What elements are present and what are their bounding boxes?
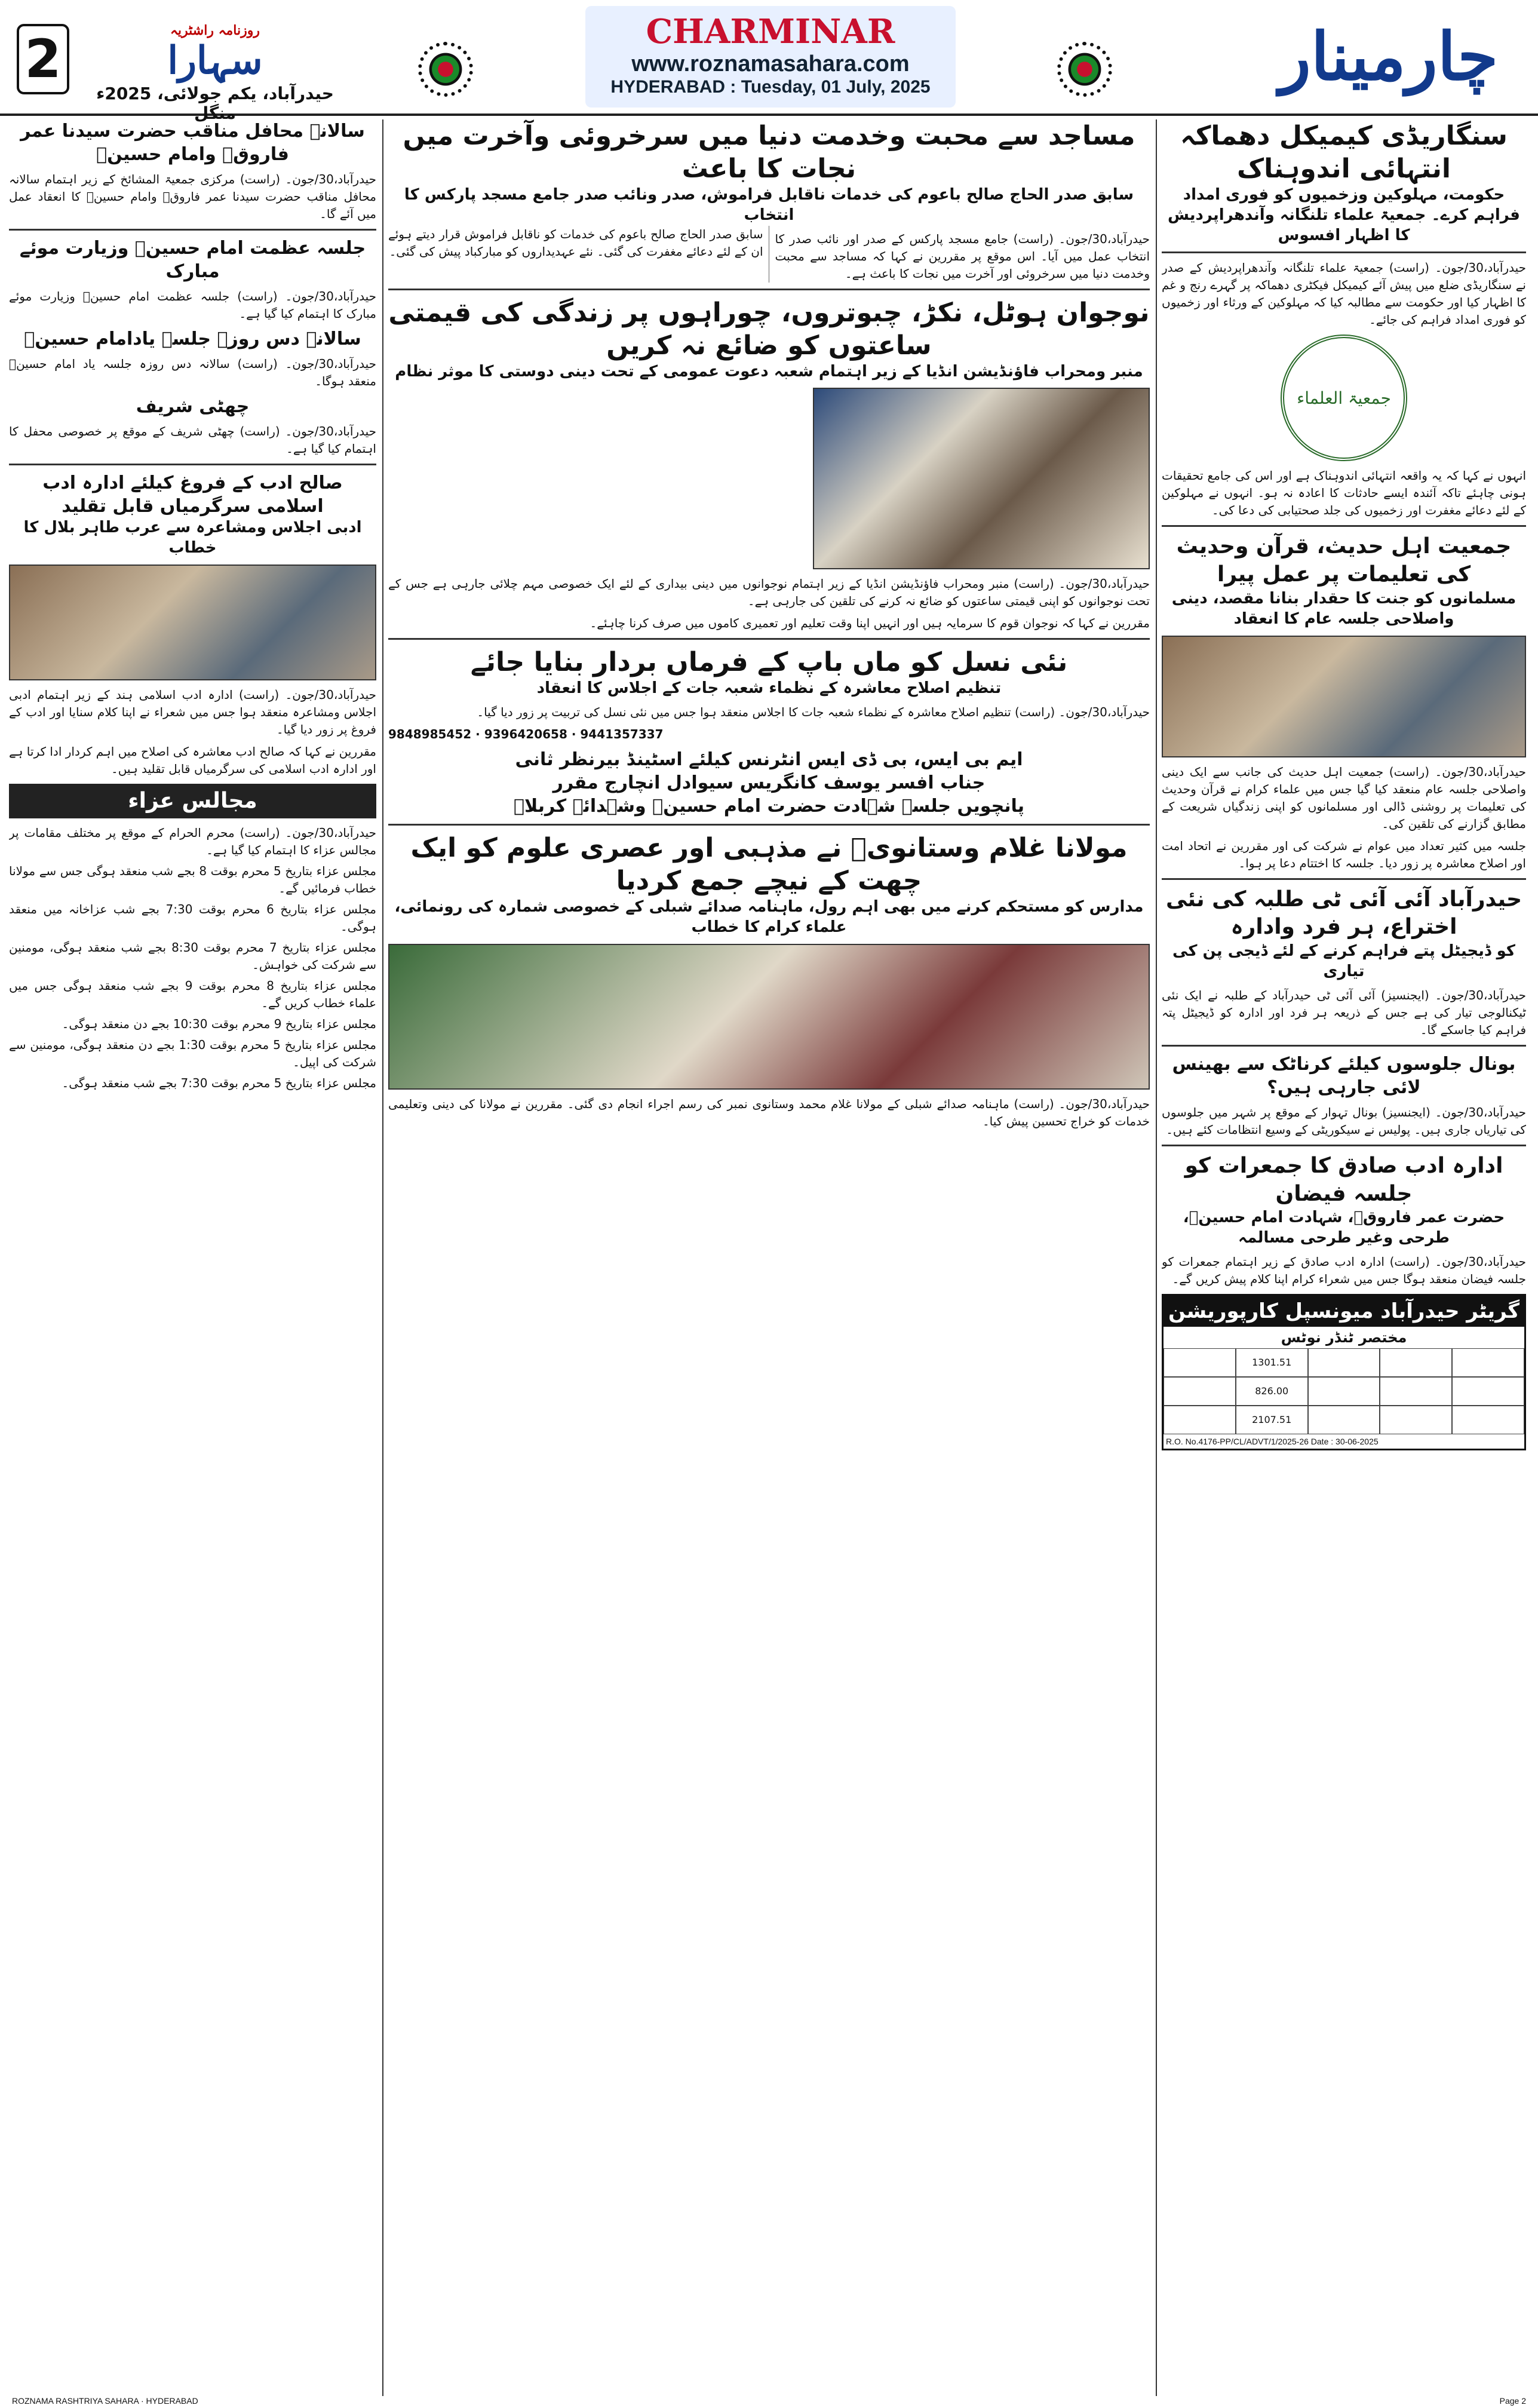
- ad-cell: 2107.51: [1236, 1406, 1308, 1434]
- footer-left: ROZNAMA RASHTRIYA SAHARA · HYDERABAD: [12, 2396, 198, 2406]
- subhead-youth: منبر ومحراب فاؤنڈیشن انڈیا کے زیر اہتمام شعبہ دعوت عمومی کے تحت دینی دوستی کا موثر نظام: [395, 362, 1143, 381]
- article-text: حیدرآباد،30/جون۔ (راست) مرکزی جمعیۃ المشائخ کے زیر اہتمام سالانہ محافل مناقب حضرت سیدنا عمر فاروقؓ وامام حسینؓ کا انعقاد عمل میں آئے گا۔: [9, 172, 376, 221]
- divider: [1162, 1045, 1526, 1047]
- list-item: مجلس عزاء بتاریخ 5 محرم بوقت 7:30 بجے شب منعقد ہوگی۔: [62, 1076, 376, 1091]
- divider: [1162, 525, 1526, 527]
- article-text: مقررین نے کہا کہ صالح ادب معاشرہ کی اصلاح میں اہم کردار ادا کرتا ہے اور ادارہ ادب اسلامی کی سرگرمیاں قابل تقلید ہیں۔: [9, 744, 376, 776]
- subhead-iit: کو ڈیجیٹل پتے فراہم کرنے کے لئے ڈیجی پن کی تیاری: [1172, 942, 1515, 980]
- list-item: مجلس عزاء بتاریخ 5 محرم بوقت 1:30 بجے دن منعقد ہوگی، مومنین سے شرکت کی اپیل۔: [9, 1038, 376, 1070]
- headline-youth: نوجوان ہوٹل، نکڑ، چبوتروں، چوراہوں پر زندگی کی قیمتی ساعتوں کو ضائع نہ کریں: [388, 297, 1150, 361]
- subhead-vastanvi: مدارس کو مستحکم کرنے میں بھی اہم رول، ماہنامہ صدائے شبلی کے خصوصی شمارہ کی رونمائی، علماء کرام کا خطاب: [394, 898, 1144, 936]
- headline-chemical-blast: سنگاریڈی کیمیکل دھماکہ انتہائی اندوہناک: [1180, 121, 1508, 184]
- majalis-title: مجالس عزاء: [128, 788, 257, 813]
- ad-ro-number: R.O. No.4176-PP/CL/ADVT/1/2025-26 Date : 30-06-2025: [1166, 1436, 1379, 1446]
- divider: [388, 638, 1150, 640]
- seal-text: جمعیۃ العلماء: [1297, 388, 1391, 408]
- article-text: حیدرآباد،30/جون۔ (راست) جلسہ عظمت امام حسینؓ وزیارت موئے مبارک کا اہتمام کیا گیا ہے۔: [9, 289, 376, 321]
- divider: [1162, 1145, 1526, 1146]
- article-text: حیدرآباد،30/جون۔ (راست) منبر ومحراب فاؤنڈیشن انڈیا کے زیر اہتمام نوجوانوں میں دینی بیداری کے لئے ایک خصوصی مہم چلائی جارہی ہے جس کے تحت نوجوانوں کو اپنی قیمتی ساعتوں کو ضائع نہ کرنے کی تلقین کی جارہی ہے۔: [388, 576, 1150, 609]
- ad-table: [1164, 1348, 1524, 1434]
- article-text: حیدرآباد،30/جون۔ (راست) جامع مسجد پارکس کے صدر اور نائب صدر کا انتخاب عمل میں آیا۔ اس موقع پر مقررین نے کہا کہ مساجد سے محبت وخدمت دنیا میں سرخروئی اور آخرت میں نجات کا باعث ہے۔: [775, 231, 1150, 281]
- article-text: حیدرآباد،30/جون۔ (راست) چھٹی شریف کے موقع پر خصوصی محفل کا اہتمام کیا گیا ہے۔: [9, 424, 376, 456]
- ad-cell: [1164, 1348, 1236, 1377]
- divider: [388, 289, 1150, 290]
- article-text: حیدرآباد،30/جون۔ (راست) ادارہ ادب اسلامی ہند کے زیر اہتمام ادبی اجلاس ومشاعرہ منعقد ہوا جس میں شعراء نے اپنا کلام سنایا اور ادب کے فروغ پر زور دیا گیا۔: [9, 687, 376, 737]
- subhead-new-generation: تنظیم اصلاح معاشرہ کے نظماء شعبہ جات کے اجلاس کا انعقاد: [536, 679, 1002, 698]
- article-text: حیدرآباد،30/جون۔ (راست) ماہنامہ صدائے شبلی کے مولانا غلام محمد وستانوی نمبر کی رسم اجراء انجام دی گئی۔ مقررین نے مولانا کی دینی وتعلیمی خدمات کو خراج تحسین پیش کیا۔: [388, 1096, 1150, 1128]
- article-text: حیدرآباد،30/جون۔ (راست) ادارہ ادب صادق کے زیر اہتمام جمعرات کو جلسہ فیضان منعقد ہوگا جس میں شعراء کرام اپنا کلام پیش کریں گے۔: [1162, 1254, 1526, 1286]
- headline-iit: حیدرآباد آئی آئی ٹی طلبہ کی نئی اختراع، ہر فرد وادارہ: [1165, 886, 1522, 940]
- release-photo: [388, 944, 1150, 1090]
- headline-azmat: جلسہ عظمت امام حسینؓ وزیارت موئے مبارک: [19, 238, 366, 282]
- ad-subtitle: مختصر ٹنڈر نوٹس: [1281, 1329, 1407, 1346]
- list-item: مجلس عزاء بتاریخ 6 محرم بوقت 7:30 بجے شب عزاخانہ میں منعقد ہوگی۔: [9, 902, 376, 934]
- ad-cell: [1164, 1377, 1236, 1406]
- footer: [0, 2396, 1538, 2408]
- middle-columns: [388, 119, 1150, 2396]
- article-text: جلسہ میں کثیر تعداد میں عوام نے شرکت کی اور مقررین نے اتحاد امت اور اصلاح معاشرہ پر زور دیا۔ جلسہ کا اختتام دعا پر ہوا۔: [1162, 838, 1526, 870]
- ad-cell: [1164, 1406, 1236, 1434]
- headline-adab-sadiq: ادارہ ادب صادق کا جمعرات کو جلسہ فیضان: [1184, 1153, 1503, 1206]
- brand-logo-small: [90, 23, 340, 83]
- ad-cell: [1452, 1348, 1524, 1377]
- majalis-list: [9, 824, 376, 1092]
- ad-cell: [1452, 1377, 1524, 1406]
- ad-title: گریٹر حیدرآباد میونسپل کارپوریشن: [1164, 1296, 1524, 1327]
- divider: [1162, 251, 1526, 253]
- edition-date: HYDERABAD : Tuesday, 01 July, 2025: [610, 77, 931, 97]
- event-photo: [1162, 636, 1526, 757]
- headline-manaqib: سالانہ محافل مناقب حضرت سیدنا عمر فاروقؓ وامام حسینؓ: [20, 121, 365, 165]
- charminar-logo: چارمینار: [1279, 18, 1499, 95]
- headline-shahadat: پانچویں جلسہ شہادت حضرت امام حسینؓ وشہدائے کربلاؓ: [514, 796, 1024, 817]
- headline-das-roza: سالانہ دس روزہ جلسہ یادامام حسینؓ: [24, 329, 361, 349]
- phone-number: 9848985452 · 9396420658 · 9441357337: [388, 727, 664, 742]
- phone-2: 9396420658: [484, 727, 567, 742]
- emblem-icon: [418, 42, 473, 97]
- right-column: [1162, 119, 1526, 2396]
- divider: [9, 464, 376, 465]
- headline-masjid: مساجد سے محبت وخدمت دنیا میں سرخروئی وآخرت میں نجات کا باعث: [403, 121, 1135, 184]
- mushaira-photo: [9, 565, 376, 680]
- ad-cell: [1308, 1406, 1380, 1434]
- headline-ahl-hadith: جمعیت اہل حدیث، قرآن وحدیث کی تعلیمات پر عمل پیرا: [1176, 534, 1512, 587]
- subhead-ahl-hadith: مسلمانوں کو جنت کا حقدار بنانا مقصد، دینی واصلاحی جلسہ عام کا انعقاد: [1171, 589, 1516, 628]
- majalis-band: [9, 784, 376, 819]
- list-item: مجلس عزاء بتاریخ 9 محرم بوقت 10:30 بجے دن منعقد ہوگی۔: [62, 1017, 376, 1032]
- article-body: [388, 226, 1150, 283]
- headline-mbbs: ایم بی ایس، بی ڈی ایس انٹرنس کیلئے اسٹینڈ بیرنظر ثانی: [515, 749, 1023, 771]
- emblem-icon: [1057, 42, 1112, 97]
- list-item: مجلس عزاء بتاریخ 8 محرم بوقت 9 بجے شب منعقد ہوگی جس میں علماء خطاب کریں گے۔: [9, 978, 376, 1011]
- subhead-chemical-blast: حکومت، مہلوکین وزخمیوں کو فوری امداد فراہم کرے۔ جمعیۃ علماء تلنگانہ وآندھراپردیش کا اظہار افسوس: [1168, 186, 1520, 244]
- website-url[interactable]: www.roznamasahara.com: [631, 51, 910, 76]
- article-text: حیدرآباد،30/جون۔ (راست) تنظیم اصلاح معاشرہ کے نظماء شعبہ جات کا اجلاس منعقد ہوا جس میں نئی نسل کی تربیت پر زور دیا گیا۔: [477, 705, 1150, 720]
- list-item: حیدرآباد،30/جون۔ (راست) محرم الحرام کے موقع پر مختلف مقامات پر مجالس عزاء کا اہتمام کیا گیا ہے۔: [9, 826, 376, 858]
- article-text: حیدرآباد،30/جون۔ (راست) جمعیت اہل حدیث کی جانب سے ایک دینی واصلاحی جلسہ عام منعقد کیا گیا جس میں علماء کرام نے قرآن وحدیث کی تعلیمات پر روشنی ڈالی اور مسلمانوں کو اپنی زندگیاں شریعت کے مطابق گزارنے کی تلقین کی۔: [1162, 764, 1526, 831]
- list-item: مجلس عزاء بتاریخ 5 محرم بوقت 8 بجے شب منعقد ہوگی جس سے مولانا خطاب فرمائیں گے۔: [9, 864, 376, 896]
- ad-cell: [1380, 1348, 1452, 1377]
- phone-1: 9848985452: [388, 727, 472, 742]
- brand-name: سہارا: [167, 38, 263, 83]
- article-text: سابق صدر الحاج صالح باعوم کی خدمات کو ناقابل فراموش قرار دیتے ہوئے ان کے لئے دعائے مغفرت کی گئی۔ نئے عہدیداروں کو مبارکباد پیش کی گئی۔: [388, 226, 763, 259]
- youth-photo: [813, 388, 1150, 569]
- headline-new-generation: نئی نسل کو ماں باپ کے فرماں بردار بنایا جائے: [470, 647, 1068, 678]
- list-item: مجلس عزاء بتاریخ 7 محرم بوقت 8:30 بجے شب منعقد ہوگی، مومنین سے شرکت کی خواہش۔: [9, 940, 376, 973]
- footer-right: Page 2: [1499, 2396, 1526, 2406]
- masthead: [0, 0, 1538, 123]
- ad-cell: [1380, 1406, 1452, 1434]
- ad-cell: [1308, 1377, 1380, 1406]
- subhead-adab-sadiq: حضرت عمر فاروقؓ، شہادت امام حسینؓ، طرحی وغیر طرحی مسالمہ: [1183, 1208, 1505, 1247]
- article-text: مقررین نے کہا کہ نوجوان قوم کا سرمایہ ہیں اور انہیں اپنا وقت تعلیم اور تعمیری کاموں میں صرف کرنا چاہئے۔: [590, 616, 1150, 631]
- headline-afsar-yousuf: جناب افسر یوسف کانگریس سیوادل انچارج مقرر: [552, 772, 986, 794]
- phone-3: 9441357337: [580, 727, 664, 742]
- ad-cell: [1380, 1377, 1452, 1406]
- jamiat-seal-icon: [1281, 335, 1407, 461]
- edition-box: [585, 6, 956, 108]
- article-text: حیدرآباد،30/جون۔ (ایجنسیز) آئی آئی ٹی حیدرآباد کے طلبہ نے ایک نئی ٹیکنالوجی تیار کی ہے جس کے ذریعہ ہر فرد اور ادارہ کو ڈیجیٹل پتہ فراہم کیا جاسکے گا۔: [1162, 987, 1526, 1037]
- headline-chhati: چھٹی شریف: [136, 396, 250, 417]
- article-text: حیدرآباد،30/جون۔ (راست) سالانہ دس روزہ جلسہ یاد امام حسینؓ منعقد ہوگا۔: [9, 357, 376, 388]
- ad-cell: [1452, 1406, 1524, 1434]
- ghmc-tender-ad: [1162, 1294, 1526, 1450]
- headline-bonalu: بونال جلوسوں کیلئے کرناٹک سے بھینس لائی جارہی ہیں؟: [1172, 1053, 1516, 1098]
- subhead-adab-islami: ادبی اجلاس ومشاعرہ سے عرب طاہر بلال کا خطاب: [23, 519, 362, 557]
- headline-vastanvi: مولانا غلام وستانویؒ نے مذہبی اور عصری علوم کو ایک چھت کے نیچے جمع کردیا: [410, 833, 1128, 897]
- edition-title: CHARMINAR: [646, 12, 895, 51]
- left-column: [9, 119, 376, 2396]
- divider: [1162, 878, 1526, 880]
- column-rule: [1156, 119, 1157, 2396]
- urdu-date: حیدرآباد، یکم جولائی، 2025ء منگل: [96, 84, 334, 123]
- column-rule: [382, 119, 383, 2396]
- subhead-masjid: سابق صدر الحاج صالح باعوم کی خدمات ناقابل فراموش، صدر ونائب صدر جامع مسجد پارکس کا انتخاب: [404, 186, 1134, 224]
- ad-cell: 826.00: [1236, 1377, 1308, 1406]
- ad-cell: 1301.51: [1236, 1348, 1308, 1377]
- article-text: حیدرآباد،30/جون۔ (راست) جمعیۃ علماء تلنگانہ وآندھراپردیش کے صدر نے سنگاریڈی ضلع میں پیش آئے کیمیکل فیکٹری دھماکہ پر گہرے رنج و غم کا اظہار کیا اور حکومت سے مطالبہ کیا کہ مہلوکین کے ورثاء اور زخمیوں کو فوری امداد فراہم کی جائے۔: [1162, 260, 1526, 327]
- headline-adab-islami: صالح ادب کے فروغ کیلئے ادارہ ادب اسلامی سرگرمیاں قابل تقلید: [42, 473, 343, 517]
- divider: [388, 824, 1150, 826]
- page-number: 2: [17, 24, 69, 94]
- divider: [9, 229, 376, 231]
- brand-sub: روزنامہ راشٹریہ: [170, 23, 260, 38]
- article-text: انہوں نے کہا کہ یہ واقعہ انتہائی اندوہناک ہے اور اس کی جامع تحقیقات ہونی چاہئے تاکہ آئندہ ایسے حادثات کا اعادہ نہ ہو۔ انہوں نے مہلوکین کے لئے دعائے مغفرت اور زخمیوں کی جلد صحتیابی کی دعا کی۔: [1162, 468, 1526, 518]
- ad-cell: [1308, 1348, 1380, 1377]
- article-text: حیدرآباد،30/جون۔ (ایجنسیز) بونال تہوار کے موقع پر شہر میں جلوسوں کی تیاریاں جاری ہیں۔ پولیس نے سیکوریٹی کے وسیع انتظامات کئے ہیں۔: [1162, 1105, 1526, 1137]
